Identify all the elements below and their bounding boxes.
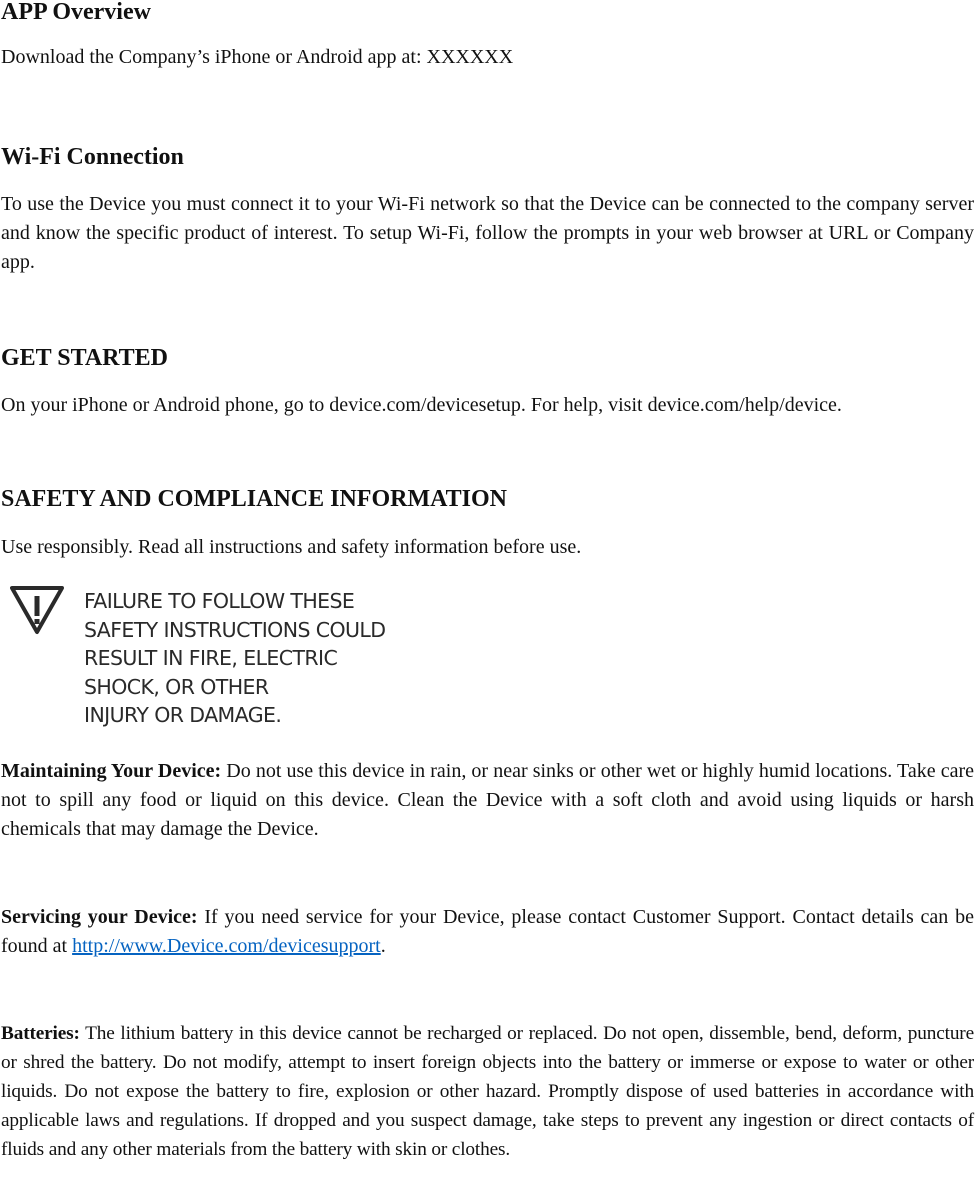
safety-intro-text: Use responsibly. Read all instructions and safety information before use. [1,536,582,558]
wifi-heading: Wi-Fi Connection [1,144,184,170]
warning-triangle-icon [10,585,64,635]
servicing-text: If you need service for your Device, please contact Customer Support. Contact details can be found at [1,906,974,957]
maintaining-paragraph [1,757,974,844]
warning-line: FAILURE TO FOLLOW THESE [84,589,355,613]
get-started-heading: GET STARTED [1,345,168,371]
servicing-label: Servicing your Device: [1,906,198,928]
warning-message [84,587,385,730]
device-support-link[interactable]: http://www.Device.com/devicesupport [72,935,381,957]
maintaining-text: Do not use this device in rain, or near sinks or other wet or highly humid locations. Take care not to spill any food or liquid on this device. Clean the Device with a soft cloth and avoid using liquids or harsh chemicals that may damage the Device. [1,760,974,840]
batteries-text: The lithium battery in this device cannot be recharged or replaced. Do not open, dissemble, bend, deform, puncture or shred the battery. Do not modify, attempt to insert foreign objects into the battery or immerse or expose to water or other liquids. Do not expose the battery to fire, explosion or other hazard. Promptly dispose of used batteries in accordance with applicable laws and regulations. If dropped and you suspect damage, take steps to prevent any ingestion or direct contacts of fluids and any other materials from the battery with skin or clothes. [1,1023,974,1160]
safety-heading: SAFETY AND COMPLIANCE INFORMATION [1,486,508,512]
wifi-text: To use the Device you must connect it to your Wi-Fi network so that the Device can be connected to the company server and know the specific product of interest. To setup Wi-Fi, follow the prompts in your web browser at URL or Company app. [1,193,974,273]
app-overview-text: Download the Company’s iPhone or Android app at: XXXXXX [1,46,514,68]
safety-warning [10,585,450,730]
servicing-period: . [380,935,386,957]
app-overview-heading: APP Overview [1,0,151,25]
warning-line: RESULT IN FIRE, ELECTRIC [84,646,338,670]
warning-line: SHOCK, OR OTHER [84,674,269,699]
get-started-text: On your iPhone or Android phone, go to device.com/devicesetup. For help, visit device.com/help/device. [1,394,842,416]
maintaining-label: Maintaining Your Device: [1,760,222,782]
warning-line: SAFETY INSTRUCTIONS COULD [84,617,386,642]
batteries-label: Batteries: [1,1023,80,1044]
batteries-paragraph [1,1019,974,1164]
servicing-paragraph [1,903,974,961]
warning-line: INJURY OR DAMAGE. [84,703,282,727]
